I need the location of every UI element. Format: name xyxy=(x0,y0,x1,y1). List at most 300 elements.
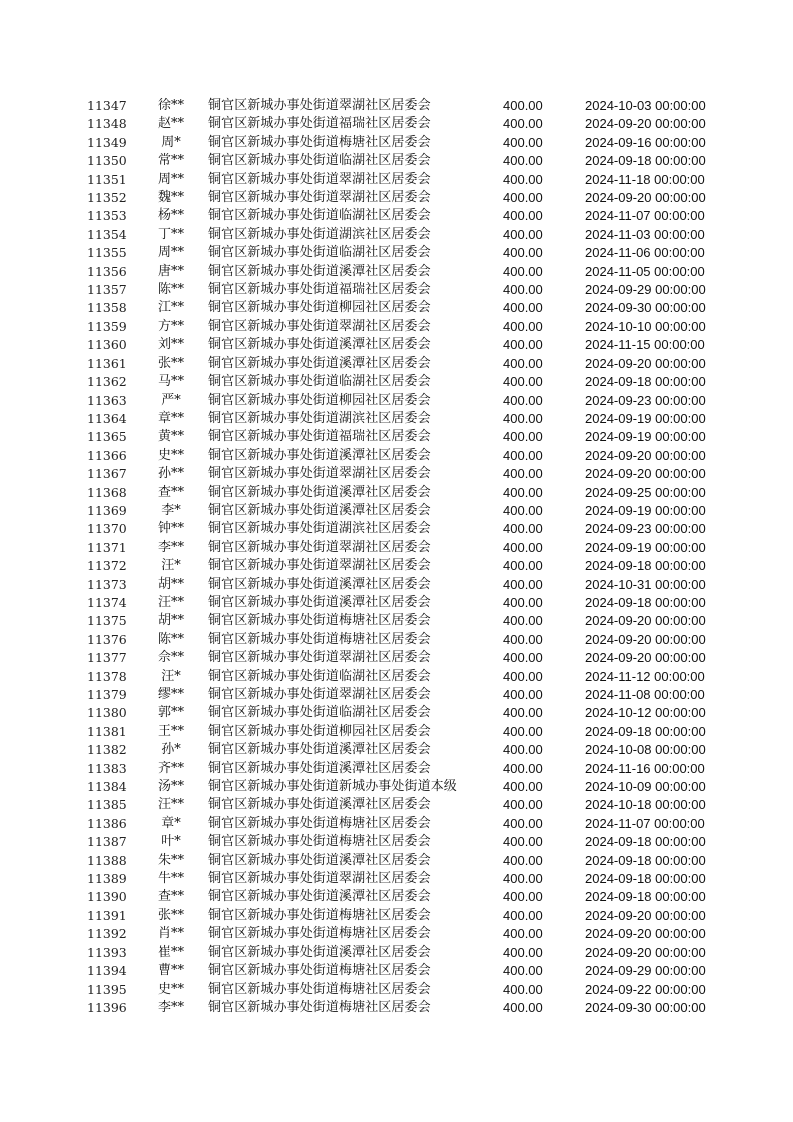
payment-date: 2024-09-18 00:00:00 xyxy=(585,852,706,868)
community-name: 铜官区新城办事处街道溪潭社区居委会 xyxy=(208,355,431,371)
record-id: 11347 xyxy=(87,98,127,113)
amount: 400.00 xyxy=(503,815,543,831)
community-name: 铜官区新城办事处街道临湖社区居委会 xyxy=(208,705,431,721)
record-id: 11365 xyxy=(87,429,127,445)
payment-date: 2024-09-29 00:00:00 xyxy=(585,282,706,298)
record-id: 11385 xyxy=(87,797,127,813)
table-row xyxy=(0,760,793,778)
record-id: 11362 xyxy=(87,374,127,390)
amount: 400.00 xyxy=(503,447,543,463)
community-name: 铜官区新城办事处街道溪潭社区居委会 xyxy=(208,447,431,463)
payment-date: 2024-09-20 00:00:00 xyxy=(585,116,706,132)
payment-date: 2024-11-18 00:00:00 xyxy=(585,171,705,187)
community-name: 铜官区新城办事处街道溪潭社区居委会 xyxy=(208,797,431,813)
recipient-name: 汤** xyxy=(157,779,184,795)
amount: 400.00 xyxy=(503,963,543,979)
community-name: 铜官区新城办事处街道梅塘社区居委会 xyxy=(208,134,431,150)
recipient-name: 唐** xyxy=(157,263,184,279)
community-name: 铜官区新城办事处街道溪潭社区居委会 xyxy=(208,502,431,518)
table-row xyxy=(0,502,793,520)
recipient-name: 胡** xyxy=(157,576,184,592)
recipient-name: 张** xyxy=(157,355,184,371)
table-row xyxy=(0,649,793,667)
record-id: 11388 xyxy=(87,852,127,868)
table-row xyxy=(0,189,793,207)
payment-date: 2024-09-20 00:00:00 xyxy=(585,447,706,463)
payment-date: 2024-10-10 00:00:00 xyxy=(585,318,706,334)
community-name: 铜官区新城办事处街道溪潭社区居委会 xyxy=(208,263,431,279)
table-row xyxy=(0,796,793,814)
table-row xyxy=(0,686,793,704)
amount: 400.00 xyxy=(503,687,543,702)
community-name: 铜官区新城办事处街道梅塘社区居委会 xyxy=(208,981,431,997)
table-row xyxy=(0,336,793,354)
community-name: 铜官区新城办事处街道溪潭社区居委会 xyxy=(208,594,431,610)
payment-date: 2024-09-23 00:00:00 xyxy=(585,392,706,408)
record-id: 11378 xyxy=(87,668,127,684)
record-id: 11366 xyxy=(87,447,127,463)
recipient-name: 齐** xyxy=(157,760,184,776)
table-row xyxy=(0,557,793,575)
community-name: 铜官区新城办事处街道新城办事处街道本级 xyxy=(208,779,457,795)
payment-date: 2024-10-09 00:00:00 xyxy=(585,779,706,795)
table-row xyxy=(0,115,793,133)
community-name: 铜官区新城办事处街道梅塘社区居委会 xyxy=(208,631,431,647)
amount: 400.00 xyxy=(503,926,543,942)
record-id: 11354 xyxy=(87,226,127,242)
payment-date: 2024-09-18 00:00:00 xyxy=(585,153,706,169)
record-id: 11349 xyxy=(87,134,127,150)
record-id: 11384 xyxy=(87,779,127,795)
community-name: 铜官区新城办事处街道临湖社区居委会 xyxy=(208,668,431,684)
payment-date: 2024-09-20 00:00:00 xyxy=(585,190,706,206)
payment-date: 2024-09-18 00:00:00 xyxy=(585,871,706,887)
recipient-name: 汪* xyxy=(161,558,181,574)
recipient-name: 牛** xyxy=(157,871,184,887)
record-id: 11376 xyxy=(87,631,127,647)
recipient-name: 常** xyxy=(157,153,184,169)
record-id: 11367 xyxy=(87,466,127,482)
recipient-name: 查** xyxy=(157,484,184,500)
record-id: 11379 xyxy=(87,687,127,702)
recipient-name: 肖** xyxy=(157,926,184,942)
table-row xyxy=(0,134,793,152)
amount: 400.00 xyxy=(503,300,543,316)
community-name: 铜官区新城办事处街道湖滨社区居委会 xyxy=(208,521,431,537)
amount: 400.00 xyxy=(503,650,543,666)
payment-date: 2024-09-20 00:00:00 xyxy=(585,613,706,629)
recipient-name: 徐** xyxy=(157,98,184,113)
community-name: 铜官区新城办事处街道临湖社区居委会 xyxy=(208,208,431,224)
payment-date: 2024-09-25 00:00:00 xyxy=(585,484,706,500)
table-row xyxy=(0,539,793,557)
payment-date: 2024-11-03 00:00:00 xyxy=(585,226,705,242)
recipient-name: 王** xyxy=(157,723,184,739)
table-row xyxy=(0,815,793,833)
recipient-name: 周** xyxy=(157,171,184,187)
table-row xyxy=(0,907,793,925)
recipient-name: 朱** xyxy=(157,852,184,868)
community-name: 铜官区新城办事处街道翠湖社区居委会 xyxy=(208,171,431,187)
recipient-name: 刘** xyxy=(157,337,184,353)
table-row xyxy=(0,207,793,225)
amount: 400.00 xyxy=(503,944,543,960)
record-id: 11386 xyxy=(87,815,127,831)
amount: 400.00 xyxy=(503,631,543,647)
record-id: 11371 xyxy=(87,539,127,555)
amount: 400.00 xyxy=(503,245,543,261)
amount: 400.00 xyxy=(503,779,543,795)
payment-date: 2024-10-12 00:00:00 xyxy=(585,705,706,721)
amount: 400.00 xyxy=(503,907,543,923)
table-row xyxy=(0,981,793,999)
table-row xyxy=(0,925,793,943)
community-name: 铜官区新城办事处街道溪潭社区居委会 xyxy=(208,944,431,960)
community-name: 铜官区新城办事处街道翠湖社区居委会 xyxy=(208,539,431,555)
community-name: 铜官区新城办事处街道梅塘社区居委会 xyxy=(208,963,431,979)
community-name: 铜官区新城办事处街道柳园社区居委会 xyxy=(208,300,431,316)
amount: 400.00 xyxy=(503,226,543,242)
record-id: 11356 xyxy=(87,263,127,279)
community-name: 铜官区新城办事处街道临湖社区居委会 xyxy=(208,245,431,261)
record-id: 11359 xyxy=(87,318,127,334)
table-row xyxy=(0,244,793,262)
payment-date: 2024-09-16 00:00:00 xyxy=(585,134,706,150)
record-id: 11361 xyxy=(87,355,127,371)
record-id: 11387 xyxy=(87,834,127,850)
record-id: 11389 xyxy=(87,871,127,887)
table-row xyxy=(0,612,793,630)
payment-date: 2024-10-08 00:00:00 xyxy=(585,742,706,758)
community-name: 铜官区新城办事处街道翠湖社区居委会 xyxy=(208,558,431,574)
amount: 400.00 xyxy=(503,871,543,887)
table-row xyxy=(0,520,793,538)
table-row xyxy=(0,778,793,796)
recipient-name: 佘** xyxy=(157,650,184,666)
table-row xyxy=(0,870,793,888)
table-row xyxy=(0,484,793,502)
community-name: 铜官区新城办事处街道柳园社区居委会 xyxy=(208,723,431,739)
amount: 400.00 xyxy=(503,521,543,537)
recipient-name: 郭** xyxy=(157,705,184,721)
table-row xyxy=(0,281,793,299)
table-row xyxy=(0,428,793,446)
record-id: 11350 xyxy=(87,153,127,169)
recipient-name: 魏** xyxy=(157,190,184,206)
community-name: 铜官区新城办事处街道溪潭社区居委会 xyxy=(208,852,431,868)
payment-date: 2024-09-23 00:00:00 xyxy=(585,521,706,537)
record-id: 11368 xyxy=(87,484,127,500)
record-id: 11392 xyxy=(87,926,127,942)
payment-date: 2024-09-20 00:00:00 xyxy=(585,650,706,666)
table-row xyxy=(0,299,793,317)
amount: 400.00 xyxy=(503,594,543,610)
recipient-name: 李* xyxy=(161,502,181,518)
amount: 400.00 xyxy=(503,668,543,684)
payment-date: 2024-09-18 00:00:00 xyxy=(585,723,706,739)
record-id: 11363 xyxy=(87,392,127,408)
payment-date: 2024-09-29 00:00:00 xyxy=(585,963,706,979)
community-name: 铜官区新城办事处街道溪潭社区居委会 xyxy=(208,889,431,905)
record-id: 11352 xyxy=(87,190,127,206)
record-id: 11374 xyxy=(87,594,127,610)
payment-date: 2024-09-20 00:00:00 xyxy=(585,944,706,960)
table-row xyxy=(0,318,793,336)
payment-date: 2024-09-30 00:00:00 xyxy=(585,300,706,316)
recipient-name: 陈** xyxy=(157,631,184,647)
payment-date: 2024-09-19 00:00:00 xyxy=(585,410,706,426)
table-row xyxy=(0,668,793,686)
payment-date: 2024-09-18 00:00:00 xyxy=(585,594,706,610)
payment-date: 2024-11-12 00:00:00 xyxy=(585,668,705,684)
payment-date: 2024-09-30 00:00:00 xyxy=(585,999,706,1015)
community-name: 铜官区新城办事处街道福瑞社区居委会 xyxy=(208,116,431,132)
amount: 400.00 xyxy=(503,208,543,224)
subsidy-record-table xyxy=(0,97,793,1017)
community-name: 铜官区新城办事处街道翠湖社区居委会 xyxy=(208,98,431,113)
payment-date: 2024-09-22 00:00:00 xyxy=(585,981,706,997)
community-name: 铜官区新城办事处街道溪潭社区居委会 xyxy=(208,742,431,758)
record-id: 11396 xyxy=(87,999,127,1015)
record-id: 11372 xyxy=(87,558,127,574)
amount: 400.00 xyxy=(503,153,543,169)
amount: 400.00 xyxy=(503,797,543,813)
table-row xyxy=(0,465,793,483)
community-name: 铜官区新城办事处街道翠湖社区居委会 xyxy=(208,687,431,702)
community-name: 铜官区新城办事处街道翠湖社区居委会 xyxy=(208,190,431,206)
payment-date: 2024-09-19 00:00:00 xyxy=(585,429,706,445)
recipient-name: 章** xyxy=(157,410,184,426)
amount: 400.00 xyxy=(503,134,543,150)
community-name: 铜官区新城办事处街道福瑞社区居委会 xyxy=(208,429,431,445)
community-name: 铜官区新城办事处街道湖滨社区居委会 xyxy=(208,410,431,426)
recipient-name: 杨** xyxy=(157,208,184,224)
record-id: 11364 xyxy=(87,410,127,426)
table-row xyxy=(0,97,793,115)
recipient-name: 钟** xyxy=(157,521,184,537)
amount: 400.00 xyxy=(503,723,543,739)
table-row xyxy=(0,576,793,594)
amount: 400.00 xyxy=(503,466,543,482)
recipient-name: 周* xyxy=(161,134,181,150)
recipient-name: 叶* xyxy=(161,834,181,850)
recipient-name: 缪** xyxy=(157,687,184,702)
community-name: 铜官区新城办事处街道梅塘社区居委会 xyxy=(208,907,431,923)
record-id: 11394 xyxy=(87,963,127,979)
payment-date: 2024-09-20 00:00:00 xyxy=(585,926,706,942)
payment-date: 2024-11-06 00:00:00 xyxy=(585,245,705,261)
payment-date: 2024-09-18 00:00:00 xyxy=(585,834,706,850)
amount: 400.00 xyxy=(503,613,543,629)
table-row xyxy=(0,833,793,851)
table-row xyxy=(0,594,793,612)
record-id: 11360 xyxy=(87,337,127,353)
amount: 400.00 xyxy=(503,558,543,574)
payment-date: 2024-09-20 00:00:00 xyxy=(585,907,706,923)
recipient-name: 孙** xyxy=(157,466,184,482)
community-name: 铜官区新城办事处街道梅塘社区居委会 xyxy=(208,815,431,831)
table-row xyxy=(0,888,793,906)
payment-date: 2024-10-18 00:00:00 xyxy=(585,797,706,813)
amount: 400.00 xyxy=(503,337,543,353)
recipient-name: 严* xyxy=(161,392,181,408)
recipient-name: 黄** xyxy=(157,429,184,445)
record-id: 11393 xyxy=(87,944,127,960)
community-name: 铜官区新城办事处街道临湖社区居委会 xyxy=(208,374,431,390)
recipient-name: 胡** xyxy=(157,613,184,629)
payment-date: 2024-11-08 00:00:00 xyxy=(585,687,705,702)
payment-date: 2024-09-20 00:00:00 xyxy=(585,466,706,482)
community-name: 铜官区新城办事处街道溪潭社区居委会 xyxy=(208,337,431,353)
community-name: 铜官区新城办事处街道湖滨社区居委会 xyxy=(208,226,431,242)
payment-date: 2024-09-20 00:00:00 xyxy=(585,355,706,371)
table-row xyxy=(0,392,793,410)
payment-date: 2024-09-18 00:00:00 xyxy=(585,374,706,390)
community-name: 铜官区新城办事处街道溪潭社区居委会 xyxy=(208,484,431,500)
table-row xyxy=(0,852,793,870)
recipient-name: 李** xyxy=(157,999,184,1015)
community-name: 铜官区新城办事处街道溪潭社区居委会 xyxy=(208,760,431,776)
payment-date: 2024-09-18 00:00:00 xyxy=(585,889,706,905)
table-row xyxy=(0,171,793,189)
table-row xyxy=(0,373,793,391)
record-id: 11390 xyxy=(87,889,127,905)
recipient-name: 史** xyxy=(157,447,184,463)
amount: 400.00 xyxy=(503,889,543,905)
community-name: 铜官区新城办事处街道翠湖社区居委会 xyxy=(208,466,431,482)
record-id: 11357 xyxy=(87,282,127,298)
recipient-name: 汪** xyxy=(157,797,184,813)
record-id: 11358 xyxy=(87,300,127,316)
record-id: 11382 xyxy=(87,742,127,758)
record-id: 11380 xyxy=(87,705,127,721)
record-id: 11370 xyxy=(87,521,127,537)
table-row xyxy=(0,410,793,428)
recipient-name: 赵** xyxy=(157,116,184,132)
payment-date: 2024-11-15 00:00:00 xyxy=(585,337,705,353)
record-id: 11381 xyxy=(87,723,127,739)
community-name: 铜官区新城办事处街道梅塘社区居委会 xyxy=(208,613,431,629)
amount: 400.00 xyxy=(503,742,543,758)
record-id: 11375 xyxy=(87,613,127,629)
community-name: 铜官区新城办事处街道翠湖社区居委会 xyxy=(208,871,431,887)
amount: 400.00 xyxy=(503,539,543,555)
record-id: 11377 xyxy=(87,650,127,666)
amount: 400.00 xyxy=(503,852,543,868)
table-row xyxy=(0,355,793,373)
amount: 400.00 xyxy=(503,834,543,850)
community-name: 铜官区新城办事处街道溪潭社区居委会 xyxy=(208,576,431,592)
community-name: 铜官区新城办事处街道梅塘社区居委会 xyxy=(208,999,431,1015)
payment-date: 2024-11-16 00:00:00 xyxy=(585,760,705,776)
amount: 400.00 xyxy=(503,116,543,132)
recipient-name: 崔** xyxy=(157,944,184,960)
table-row xyxy=(0,263,793,281)
table-row xyxy=(0,447,793,465)
recipient-name: 丁** xyxy=(157,226,184,242)
recipient-name: 曹** xyxy=(157,963,184,979)
amount: 400.00 xyxy=(503,429,543,445)
record-id: 11355 xyxy=(87,245,127,261)
table-row xyxy=(0,226,793,244)
amount: 400.00 xyxy=(503,282,543,298)
table-row xyxy=(0,631,793,649)
community-name: 铜官区新城办事处街道翠湖社区居委会 xyxy=(208,318,431,334)
payment-date: 2024-09-19 00:00:00 xyxy=(585,539,706,555)
recipient-name: 李** xyxy=(157,539,184,555)
recipient-name: 孙* xyxy=(161,742,181,758)
record-id: 11373 xyxy=(87,576,127,592)
community-name: 铜官区新城办事处街道梅塘社区居委会 xyxy=(208,834,431,850)
record-id: 11353 xyxy=(87,208,127,224)
amount: 400.00 xyxy=(503,981,543,997)
table-row xyxy=(0,999,793,1017)
amount: 400.00 xyxy=(503,484,543,500)
record-id: 11383 xyxy=(87,760,127,776)
community-name: 铜官区新城办事处街道临湖社区居委会 xyxy=(208,153,431,169)
recipient-name: 江** xyxy=(157,300,184,316)
amount: 400.00 xyxy=(503,374,543,390)
recipient-name: 章* xyxy=(161,815,181,831)
amount: 400.00 xyxy=(503,318,543,334)
community-name: 铜官区新城办事处街道翠湖社区居委会 xyxy=(208,650,431,666)
community-name: 铜官区新城办事处街道柳园社区居委会 xyxy=(208,392,431,408)
recipient-name: 周** xyxy=(157,245,184,261)
amount: 400.00 xyxy=(503,410,543,426)
payment-date: 2024-09-20 00:00:00 xyxy=(585,631,706,647)
table-row xyxy=(0,944,793,962)
table-row xyxy=(0,741,793,759)
table-row xyxy=(0,152,793,170)
record-id: 11351 xyxy=(87,171,127,187)
amount: 400.00 xyxy=(503,705,543,721)
community-name: 铜官区新城办事处街道福瑞社区居委会 xyxy=(208,282,431,298)
amount: 400.00 xyxy=(503,502,543,518)
recipient-name: 马** xyxy=(157,374,184,390)
recipient-name: 查** xyxy=(157,889,184,905)
table-row xyxy=(0,962,793,980)
amount: 400.00 xyxy=(503,263,543,279)
amount: 400.00 xyxy=(503,98,543,113)
recipient-name: 张** xyxy=(157,907,184,923)
recipient-name: 方** xyxy=(157,318,184,334)
payment-date: 2024-10-31 00:00:00 xyxy=(585,576,706,592)
amount: 400.00 xyxy=(503,171,543,187)
payment-date: 2024-11-05 00:00:00 xyxy=(585,263,705,279)
recipient-name: 汪* xyxy=(161,668,181,684)
table-row xyxy=(0,723,793,741)
record-id: 11395 xyxy=(87,981,127,997)
recipient-name: 汪** xyxy=(157,594,184,610)
record-id: 11369 xyxy=(87,502,127,518)
amount: 400.00 xyxy=(503,190,543,206)
community-name: 铜官区新城办事处街道梅塘社区居委会 xyxy=(208,926,431,942)
recipient-name: 陈** xyxy=(157,282,184,298)
record-id: 11391 xyxy=(87,907,127,923)
amount: 400.00 xyxy=(503,999,543,1015)
amount: 400.00 xyxy=(503,576,543,592)
table-row xyxy=(0,704,793,722)
record-id: 11348 xyxy=(87,116,127,132)
amount: 400.00 xyxy=(503,392,543,408)
payment-date: 2024-11-07 00:00:00 xyxy=(585,815,705,831)
amount: 400.00 xyxy=(503,760,543,776)
recipient-name: 史** xyxy=(157,981,184,997)
payment-date: 2024-09-18 00:00:00 xyxy=(585,558,706,574)
payment-date: 2024-11-07 00:00:00 xyxy=(585,208,705,224)
amount: 400.00 xyxy=(503,355,543,371)
payment-date: 2024-10-03 00:00:00 xyxy=(585,98,706,113)
